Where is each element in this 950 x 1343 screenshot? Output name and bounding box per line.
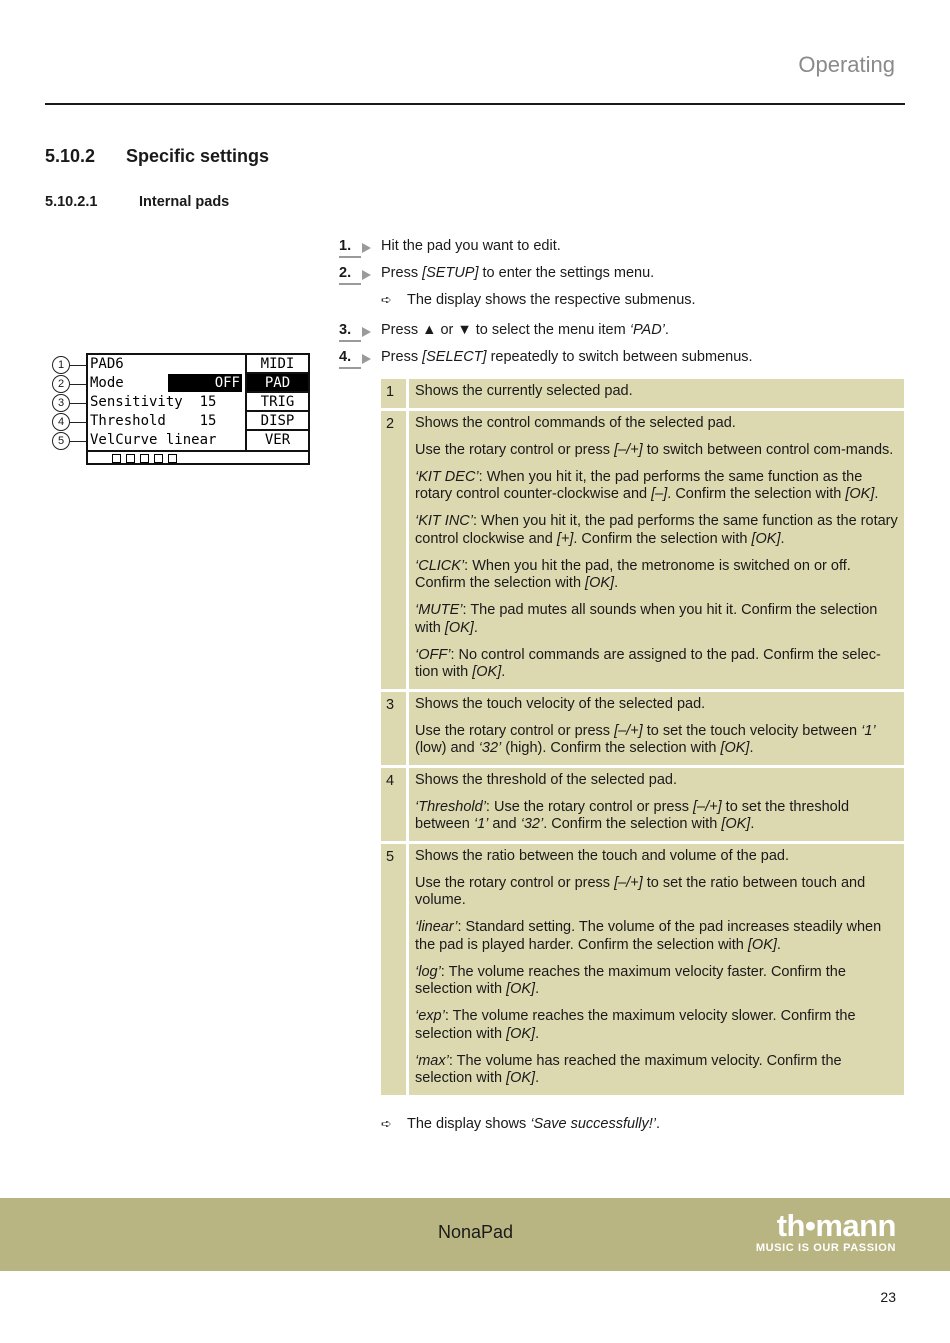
pad-indicator	[168, 454, 177, 463]
lcd-pad-indicators	[112, 454, 177, 463]
step-arrow-icon	[362, 327, 371, 337]
row-number: 2	[381, 411, 406, 689]
pad-indicator	[140, 454, 149, 463]
page-header-title: Operating	[798, 52, 895, 77]
callout-5: 5	[52, 432, 70, 450]
row-number: 1	[381, 379, 406, 408]
row-number: 4	[381, 768, 406, 841]
step-number: 4.	[339, 349, 357, 365]
pad-indicator	[154, 454, 163, 463]
subsection-title: Internal pads	[139, 194, 230, 210]
lcd-pad-name: PAD6	[90, 356, 124, 372]
table-row	[381, 379, 904, 408]
step-number: 2.	[339, 265, 357, 281]
result-arrow-icon: ➪	[381, 292, 392, 307]
lcd-menu-midi: MIDI	[247, 355, 308, 374]
pad-indicator	[126, 454, 135, 463]
row-description: Shows the ratio between the touch and volume of the pad. Use the rotary control or press [–/+] to set the ratio between touch and volume. ‘linear’: Standard setting. The volume of the pad increases steadily when the pad is played harder. Confirm the selection with [OK]. ‘log’: The volume reaches the maximum velocity faster. Confirm the selection with [OK]. ‘exp’: The volume reaches the maximum velocity slower. Confirm the selection with [OK]. ‘max’: The volume has reached the maximum velocity. Confirm the selection with [OK].	[409, 844, 904, 1095]
lcd-threshold: Threshold 15	[90, 413, 217, 429]
step-text: Press [SETUP] to enter the settings menu.	[381, 265, 655, 281]
result-text: The display shows ‘Save successfully!’.	[407, 1116, 661, 1132]
callout-3: 3	[52, 394, 70, 412]
page-footer	[0, 1198, 950, 1271]
table-row	[381, 692, 904, 765]
step-arrow-icon	[362, 354, 371, 364]
lcd-mode-value: OFF	[168, 374, 242, 392]
pad-indicator	[112, 454, 121, 463]
page-number: 23	[880, 1289, 896, 1305]
table-row	[381, 411, 904, 689]
callout-1: 1	[52, 356, 70, 374]
lcd-sensitivity: Sensitivity 15	[90, 394, 217, 410]
row-description: Shows the touch velocity of the selected pad. Use the rotary control or press [–/+] to set the touch velocity between ‘1’ (low) and ‘32’ (high). Confirm the selection with [OK].	[409, 692, 904, 765]
step-text: Press ▲ or ▼ to select the menu item ‘PAD’.	[381, 322, 669, 338]
thomann-logo	[756, 1210, 896, 1254]
step-text: Press [SELECT] repeatedly to switch between submenus.	[381, 349, 753, 365]
step-2	[339, 265, 654, 281]
step-1	[339, 238, 561, 254]
settings-table	[381, 379, 904, 1098]
result-2	[381, 1116, 660, 1132]
lcd-velcurve: VelCurve linear	[90, 432, 217, 448]
product-name: NonaPad	[438, 1222, 514, 1242]
step-4	[339, 349, 753, 365]
lcd-menu-pad: PAD	[247, 374, 308, 393]
table-row	[381, 768, 904, 841]
step-3	[339, 322, 669, 338]
brand-name: th•mann	[776, 1208, 896, 1243]
step-arrow-icon	[362, 270, 371, 280]
lcd-display	[86, 353, 310, 465]
subsection-heading	[45, 194, 229, 210]
result-arrow-icon: ➪	[381, 1116, 392, 1131]
row-description: Shows the threshold of the selected pad. ‘Threshold’: Use the rotary control or press [–/+] to set the threshold between ‘1’ and ‘32’. Confirm the selection with [OK].	[409, 768, 904, 841]
row-description: Shows the control commands of the selected pad. Use the rotary control or press [–/+] to switch between control com-mands. ‘KIT DEC’: When you hit it, the pad performs the same function as the rotary control counter-clockwise and [–]. Confirm the selection with [OK]. ‘KIT INC’: When you hit it, the pad performs the same function as the rotary control clockwise and [+]. Confirm the selection with [OK]. ‘CLICK’: When you hit the pad, the metronome is switched on or off. Confirm the selection with [OK]. ‘MUTE’: The pad mutes all sounds when you hit it. Confirm the selection with [OK]. ‘OFF’: No control commands are assigned to the pad. Confirm the selec-tion with [OK].	[409, 411, 904, 689]
step-number: 1.	[339, 238, 357, 254]
section-number: 5.10.2	[45, 146, 96, 166]
lcd-menu-disp: DISP	[247, 412, 308, 431]
lcd-menu-trig: TRIG	[247, 393, 308, 412]
result-text: The display shows the respective submenus.	[407, 292, 696, 308]
callout-4: 4	[52, 413, 70, 431]
brand-tagline: MUSIC IS OUR PASSION	[755, 1242, 896, 1254]
lcd-bottom-divider	[88, 450, 308, 452]
callout-2: 2	[52, 375, 70, 393]
lcd-mode-label: Mode	[90, 375, 124, 391]
subsection-number: 5.10.2.1	[45, 194, 98, 210]
step-number: 3.	[339, 322, 357, 338]
section-title: Specific settings	[126, 146, 270, 166]
step-text: Hit the pad you want to edit.	[381, 238, 561, 254]
section-heading	[45, 146, 269, 167]
lcd-menu-ver: VER	[264, 432, 291, 448]
result-1	[381, 292, 696, 308]
table-row	[381, 844, 904, 1095]
row-number: 3	[381, 692, 406, 765]
header-divider	[45, 103, 905, 105]
row-number: 5	[381, 844, 406, 1095]
row-description: Shows the currently selected pad.	[409, 379, 904, 408]
step-arrow-icon	[362, 243, 371, 253]
